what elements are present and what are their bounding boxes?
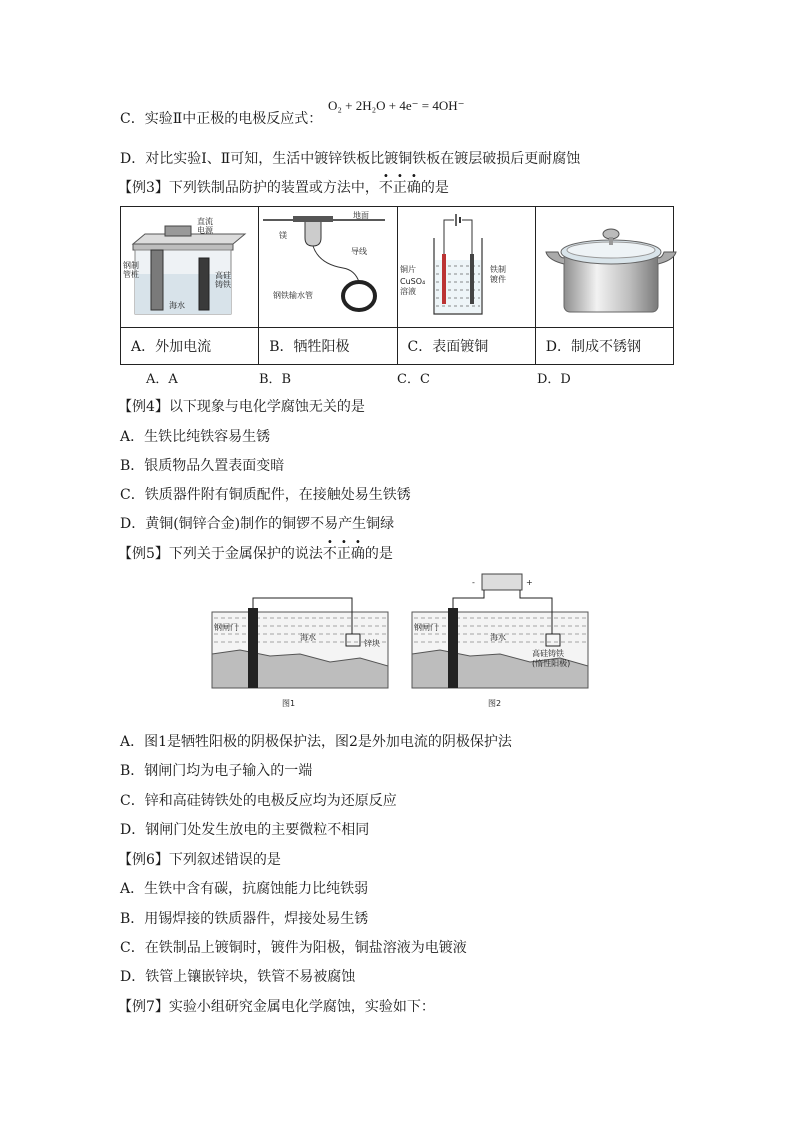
emphasis-char: 正 <box>392 180 407 196</box>
caption-a: A．外加电流 <box>121 328 259 365</box>
label-iron-2: 镀件 <box>489 275 506 284</box>
caption-c: C．表面镀铜 <box>397 328 535 365</box>
fig2-plus: + <box>526 578 533 587</box>
example-5-stem <box>118 545 393 563</box>
sacrificial-anode-diagram <box>259 208 395 326</box>
example-4-stem: 【例4】以下现象与电化学腐蚀无关的是 <box>118 399 365 415</box>
example-4-option-a[interactable]: A．生铁比纯铁容易生锈 <box>120 429 271 445</box>
label-steel-1: 钢制 <box>123 261 139 270</box>
example-5-option-c[interactable]: C．锌和高硅铸铁处的电极反应均为还原反应 <box>120 793 397 809</box>
example-3-stem <box>118 179 449 197</box>
fig2-caption: 图2 <box>488 699 502 708</box>
label-si-1: 高硅 <box>215 271 231 280</box>
stainless-pot-image <box>536 208 686 326</box>
fig2-minus: - <box>472 578 475 587</box>
example-6-option-b[interactable]: B．用锡焊接的铁质器件，焊接处易生锈 <box>120 911 369 927</box>
option-c-text: C．实验Ⅱ中正极的电极反应式： <box>120 111 323 127</box>
example-4-option-d[interactable]: D．黄铜(铜锌合金)制作的铜锣不易产生铜绿 <box>120 516 395 532</box>
option-c-line <box>120 110 322 128</box>
example-3-stem-text: 下列铁制品防护的装置或方法中， <box>168 180 379 196</box>
fig2-gate-label: 钢闸门 <box>414 623 438 632</box>
fig2-metal-label-2: (惰性阳极) <box>532 659 571 668</box>
emphasis-char: 确 <box>350 546 365 562</box>
electrode-equation: O₂ + 2H₂O + 4e⁻ = 4OH⁻ <box>328 98 465 113</box>
label-seawater: 海水 <box>169 301 185 310</box>
emphasis-char: 确 <box>406 180 421 196</box>
example-6-stem: 【例6】下列叙述错误的是 <box>118 852 281 868</box>
fig1-gate-label: 钢闸门 <box>214 623 238 632</box>
label-mg: 镁 <box>279 231 288 240</box>
label-dc-2: 电源 <box>197 226 213 235</box>
figure-2-impressed-current <box>412 574 588 708</box>
choice-c[interactable]: C．C <box>397 372 430 387</box>
example-5-figures <box>200 570 600 710</box>
label-solution: 溶液 <box>399 287 416 296</box>
example-3-figure-table <box>120 206 674 365</box>
example-3-tag: 【例3】 <box>118 180 169 196</box>
fig1-zinc-label: 锌块 <box>364 639 380 648</box>
figure-1-sacrificial-anode <box>212 598 388 708</box>
impressed-current-diagram <box>121 208 257 326</box>
option-d-line: D．对比实验Ⅰ、Ⅱ可知，生活中镀锌铁板比镀铜铁板在镀层破损后更耐腐蚀 <box>120 151 581 167</box>
figure-impressed-current <box>121 207 259 328</box>
fig1-sea-label: 海水 <box>300 633 316 642</box>
emphasis-char: 不 <box>378 180 393 196</box>
label-iron-1: 铁制 <box>489 265 506 274</box>
example-6-option-c[interactable]: C．在铁制品上镀铜时，镀件为阳极，铜盐溶液为电镀液 <box>120 940 467 956</box>
example-5-stem-end: 的是 <box>364 546 393 562</box>
figure-stainless-pot <box>535 207 673 328</box>
example-5-tag: 【例5】 <box>118 546 169 562</box>
fig2-sea-label: 海水 <box>490 633 506 642</box>
label-ground: 地面 <box>353 211 370 220</box>
example-5-option-d[interactable]: D．钢闸门处发生放电的主要微粒不相同 <box>120 822 370 838</box>
emphasis-char: 正 <box>336 546 351 562</box>
label-cu-plate: 铜片 <box>399 265 416 274</box>
example-4-option-c[interactable]: C．铁质器件附有铜质配件，在接触处易生铁锈 <box>120 487 411 503</box>
example-4-option-b[interactable]: B．银质物品久置表面变暗 <box>120 458 285 474</box>
caption-d: D．制成不锈钢 <box>535 328 673 365</box>
example-6-option-a[interactable]: A．生铁中含有碳，抗腐蚀能力比纯铁弱 <box>120 881 369 897</box>
example-7-stem: 【例7】实验小组研究金属电化学腐蚀，实验如下： <box>118 999 435 1015</box>
figure-copper-plating <box>397 207 535 328</box>
emphasis-char: 不 <box>322 546 337 562</box>
label-steel-2: 管桩 <box>123 270 139 279</box>
label-si-2: 铸铁 <box>215 280 231 289</box>
choice-d[interactable]: D．D <box>537 372 571 387</box>
copper-plating-diagram <box>398 208 518 326</box>
label-wire: 导线 <box>351 247 368 256</box>
figure-sacrificial-anode <box>259 207 397 328</box>
label-cuso4: CuSO₄ <box>399 277 425 286</box>
example-6-option-d[interactable]: D．铁管上镶嵌锌块，铁管不易被腐蚀 <box>120 969 356 985</box>
choice-b[interactable]: B．B <box>259 372 292 387</box>
choice-a[interactable]: A．A <box>146 372 178 387</box>
fig2-metal-label-1: 高硅铸铁 <box>532 649 564 658</box>
example-5-option-a[interactable]: A．图1是牺牲阳极的阴极保护法，图2是外加电流的阴极保护法 <box>120 734 512 750</box>
label-pipe: 钢铁输水管 <box>273 291 314 300</box>
example-5-option-b[interactable]: B．钢闸门均为电子输入的一端 <box>120 763 313 779</box>
example-5-stem-text: 下列关于金属保护的说法 <box>168 546 323 562</box>
fig1-caption: 图1 <box>282 699 296 708</box>
label-dc-1: 直流 <box>197 217 213 226</box>
caption-b: B．牺牲阳极 <box>259 328 397 365</box>
example-3-stem-end: 的是 <box>420 180 449 196</box>
